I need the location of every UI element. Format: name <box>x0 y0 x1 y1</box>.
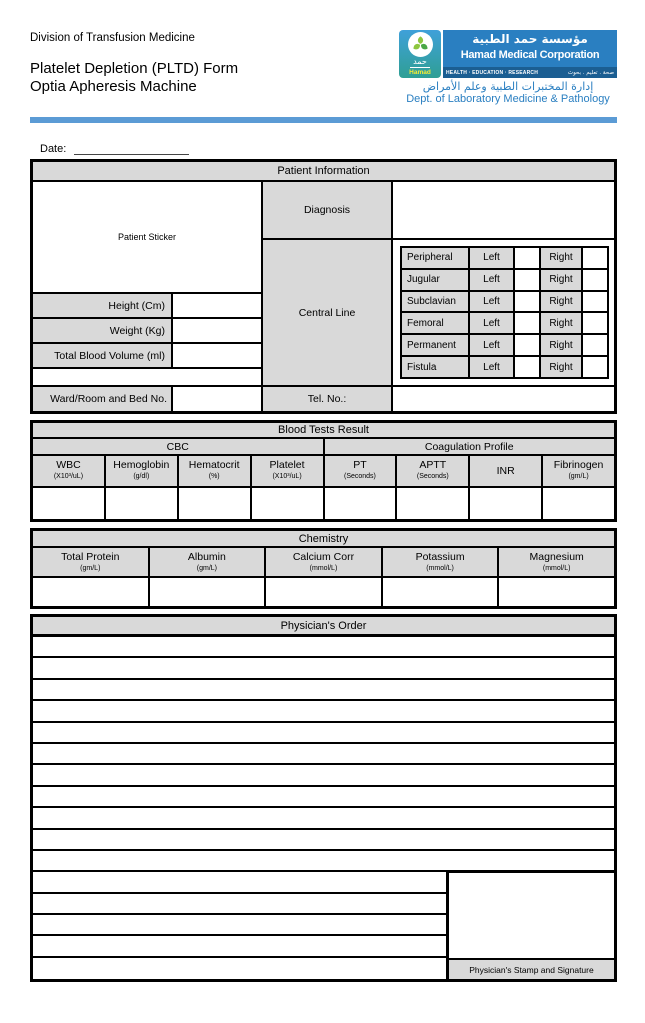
column-unit: (Seconds) <box>343 473 376 480</box>
calcium-corr-column <box>266 548 383 606</box>
patient-info-right-column <box>263 182 614 385</box>
column-label: Calcium Corr <box>292 551 355 563</box>
calcium-corr-input[interactable] <box>266 578 381 606</box>
central-line-row-subclavian <box>402 292 607 314</box>
column-unit: (X10³/uL) <box>53 473 84 480</box>
column-label: Fibrinogen <box>553 459 604 471</box>
cbc-group <box>33 439 325 519</box>
fibrinogen-column <box>543 456 614 519</box>
total-blood-volume-input[interactable] <box>173 344 261 367</box>
chemistry-header: Chemistry <box>33 531 614 548</box>
org-names <box>443 30 617 67</box>
central-line-row <box>263 240 614 385</box>
right-label: Right <box>541 248 583 268</box>
site-label: Fistula <box>402 357 470 377</box>
order-line[interactable] <box>33 723 614 744</box>
org-name-english: Hamad Medical Corporation <box>460 49 600 61</box>
left-label: Left <box>470 248 515 268</box>
column-label: Potassium <box>415 551 465 563</box>
column-label: APTT <box>419 459 447 471</box>
subclavian-left-checkbox[interactable] <box>515 292 541 312</box>
magnesium-header <box>499 548 614 578</box>
aptt-column <box>397 456 470 519</box>
height-input[interactable] <box>173 294 261 317</box>
tagline-strip <box>443 67 617 78</box>
order-line-short[interactable] <box>33 915 446 936</box>
order-line[interactable] <box>33 765 614 786</box>
tagline-arabic: صحة . تعليم . بحوث <box>567 69 614 76</box>
date-input[interactable] <box>74 143 189 155</box>
column-unit: (Seconds) <box>416 473 449 480</box>
order-line[interactable] <box>33 808 614 829</box>
form-title: Platelet Depletion (PLTD) Form <box>30 60 239 77</box>
potassium-header <box>383 548 498 578</box>
total-protein-header <box>33 548 148 578</box>
column-label: Albumin <box>187 551 226 563</box>
albumin-column <box>150 548 267 606</box>
column-unit: (mmol/L) <box>309 565 338 572</box>
weight-label: Weight (Kg) <box>33 319 173 342</box>
aptt-header <box>397 456 468 488</box>
org-name-arabic: مؤسسة حمد الطبية <box>472 32 588 46</box>
central-line-label: Central Line <box>263 240 393 385</box>
hematocrit-header <box>179 456 250 488</box>
central-line-row-jugular <box>402 270 607 292</box>
blood-tests-table <box>30 420 617 522</box>
left-label: Left <box>470 313 515 333</box>
platelet-header <box>252 456 323 488</box>
femoral-left-checkbox[interactable] <box>515 313 541 333</box>
ward-input[interactable] <box>173 387 263 411</box>
hmc-banner <box>399 30 617 78</box>
fistula-right-checkbox[interactable] <box>583 357 607 377</box>
coagulation-group <box>325 439 615 519</box>
hematocrit-input[interactable] <box>179 488 250 519</box>
date-row <box>30 140 617 155</box>
header-accent-bar <box>30 117 617 123</box>
column-unit: (g/dl) <box>133 473 150 480</box>
diagnosis-input[interactable] <box>393 182 614 238</box>
right-label: Right <box>541 270 583 290</box>
coagulation-columns <box>325 456 615 519</box>
column-label: PT <box>353 459 367 471</box>
potassium-column <box>383 548 500 606</box>
potassium-input[interactable] <box>383 578 498 606</box>
total-protein-column <box>33 548 150 606</box>
chemistry-table <box>30 528 617 609</box>
magnesium-column <box>499 548 614 606</box>
page-header <box>30 30 617 112</box>
stamp-label: Physician's Stamp and Signature <box>449 958 614 979</box>
order-line-short[interactable] <box>33 894 446 915</box>
wbc-input[interactable] <box>33 488 104 519</box>
hmc-leaves-icon <box>408 32 433 57</box>
column-label: Platelet <box>269 459 305 471</box>
order-line[interactable] <box>33 851 614 872</box>
hemoglobin-header <box>106 456 177 488</box>
column-label: INR <box>496 465 515 477</box>
physician-order-short-lines <box>33 872 446 979</box>
column-unit: (mmol/L) <box>426 565 454 572</box>
platelet-column <box>252 456 323 519</box>
column-label: WBC <box>56 459 81 471</box>
weight-row <box>33 319 261 344</box>
patient-information-header: Patient Information <box>33 162 614 182</box>
weight-input[interactable] <box>173 319 261 342</box>
leaves-icon-svg <box>410 34 431 55</box>
column-unit: (gm/L) <box>196 565 217 572</box>
wbc-header <box>33 456 104 488</box>
fistula-left-checkbox[interactable] <box>515 357 541 377</box>
site-label: Femoral <box>402 313 470 333</box>
cbc-header: CBC <box>33 439 323 456</box>
column-label: Magnesium <box>529 551 584 563</box>
magnesium-input[interactable] <box>499 578 614 606</box>
order-line-short[interactable] <box>33 872 446 893</box>
central-line-row-fistula <box>402 357 607 377</box>
physician-order-bottom <box>33 872 614 979</box>
fibrinogen-header <box>543 456 614 488</box>
stamp-signature-area[interactable] <box>449 873 614 958</box>
hemoglobin-input[interactable] <box>106 488 177 519</box>
platelet-input[interactable] <box>252 488 323 519</box>
left-label: Left <box>470 292 515 312</box>
hmc-letterhead <box>399 30 617 106</box>
column-unit: (gm/L) <box>568 473 589 480</box>
dept-name-english: Dept. of Laboratory Medicine & Pathology <box>406 93 610 105</box>
diagnosis-label: Diagnosis <box>263 182 393 238</box>
permanent-right-checkbox[interactable] <box>583 335 607 355</box>
ward-tel-row <box>33 385 614 411</box>
order-line-short[interactable] <box>33 936 446 957</box>
central-line-options-area <box>393 240 614 385</box>
chemistry-columns <box>33 548 614 606</box>
peripheral-right-checkbox[interactable] <box>583 248 607 268</box>
order-line[interactable] <box>33 787 614 808</box>
site-label: Subclavian <box>402 292 470 312</box>
column-unit: (X10³/uL) <box>272 473 302 480</box>
order-line[interactable] <box>33 701 614 722</box>
form-titles <box>30 30 238 96</box>
column-label: Hematocrit <box>188 459 240 471</box>
wbc-column <box>33 456 106 519</box>
jugular-right-checkbox[interactable] <box>583 270 607 290</box>
patient-info-left-column <box>33 182 263 385</box>
tel-input[interactable] <box>393 387 614 411</box>
peripheral-left-checkbox[interactable] <box>515 248 541 268</box>
tel-label: Tel. No.: <box>263 387 393 411</box>
inr-input[interactable] <box>470 488 541 519</box>
total-blood-volume-label: Total Blood Volume (ml) <box>33 344 173 367</box>
height-row <box>33 294 261 319</box>
right-label: Right <box>541 292 583 312</box>
coagulation-header: Coagulation Profile <box>325 439 615 456</box>
patient-information-body <box>33 182 614 385</box>
order-line-short[interactable] <box>33 958 446 979</box>
right-label: Right <box>541 313 583 333</box>
fibrinogen-input[interactable] <box>543 488 614 519</box>
blood-tests-header: Blood Tests Result <box>33 423 614 439</box>
date-label: Date: <box>40 143 67 155</box>
logo-hamad-arabic: حمد <box>410 57 430 68</box>
stamp-box <box>446 872 614 979</box>
calcium-corr-header <box>266 548 381 578</box>
total-blood-volume-row <box>33 344 261 369</box>
left-label: Left <box>470 335 515 355</box>
diagnosis-row <box>263 182 614 240</box>
logo-hamad-english: Hamad <box>409 69 431 76</box>
cbc-columns <box>33 456 323 519</box>
femoral-right-checkbox[interactable] <box>583 313 607 333</box>
left-column-filler <box>33 369 261 385</box>
org-name-banner <box>443 30 617 78</box>
height-label: Height (Cm) <box>33 294 173 317</box>
pt-column <box>325 456 398 519</box>
order-line[interactable] <box>33 744 614 765</box>
right-label: Right <box>541 357 583 377</box>
jugular-left-checkbox[interactable] <box>515 270 541 290</box>
physician-order-header: Physician's Order <box>33 617 614 637</box>
site-label: Peripheral <box>402 248 470 268</box>
aptt-input[interactable] <box>397 488 468 519</box>
hemoglobin-column <box>106 456 179 519</box>
column-unit: (gm/L) <box>80 565 101 572</box>
albumin-header <box>150 548 265 578</box>
subclavian-right-checkbox[interactable] <box>583 292 607 312</box>
right-label: Right <box>541 335 583 355</box>
left-label: Left <box>470 357 515 377</box>
tagline-english: HEALTH · EDUCATION · RESEARCH <box>446 69 539 76</box>
blood-tests-groups <box>33 439 614 519</box>
central-line-row-permanent <box>402 335 607 357</box>
central-line-row-femoral <box>402 313 607 335</box>
column-unit: (mmol/L) <box>542 565 571 572</box>
permanent-left-checkbox[interactable] <box>515 335 541 355</box>
column-label: Hemoglobin <box>113 459 170 471</box>
ward-label: Ward/Room and Bed No. <box>33 387 173 411</box>
patient-sticker-area[interactable]: Patient Sticker <box>33 182 261 294</box>
form-subtitle: Optia Apheresis Machine <box>30 78 197 95</box>
order-line[interactable] <box>33 680 614 701</box>
column-label: Total Protein <box>61 551 120 563</box>
physician-order-lines <box>33 637 614 872</box>
albumin-input[interactable] <box>150 578 265 606</box>
pt-header <box>325 456 396 488</box>
patient-information-table <box>30 159 617 414</box>
column-unit: (%) <box>208 473 220 480</box>
site-label: Jugular <box>402 270 470 290</box>
physician-order-table <box>30 614 617 982</box>
dept-name-arabic: إدارة المختبرات الطبية وعلم الأمراض <box>422 80 594 93</box>
central-line-table <box>400 246 609 379</box>
pt-input[interactable] <box>325 488 396 519</box>
order-line[interactable] <box>33 637 614 658</box>
site-label: Permanent <box>402 335 470 355</box>
order-line[interactable] <box>33 658 614 679</box>
inr-column <box>470 456 543 519</box>
inr-header <box>470 456 541 488</box>
central-line-row-peripheral <box>402 248 607 270</box>
order-line[interactable] <box>33 830 614 851</box>
hematocrit-column <box>179 456 252 519</box>
hmc-logo <box>399 30 441 78</box>
total-protein-input[interactable] <box>33 578 148 606</box>
left-label: Left <box>470 270 515 290</box>
division-label: Division of Transfusion Medicine <box>30 32 195 44</box>
